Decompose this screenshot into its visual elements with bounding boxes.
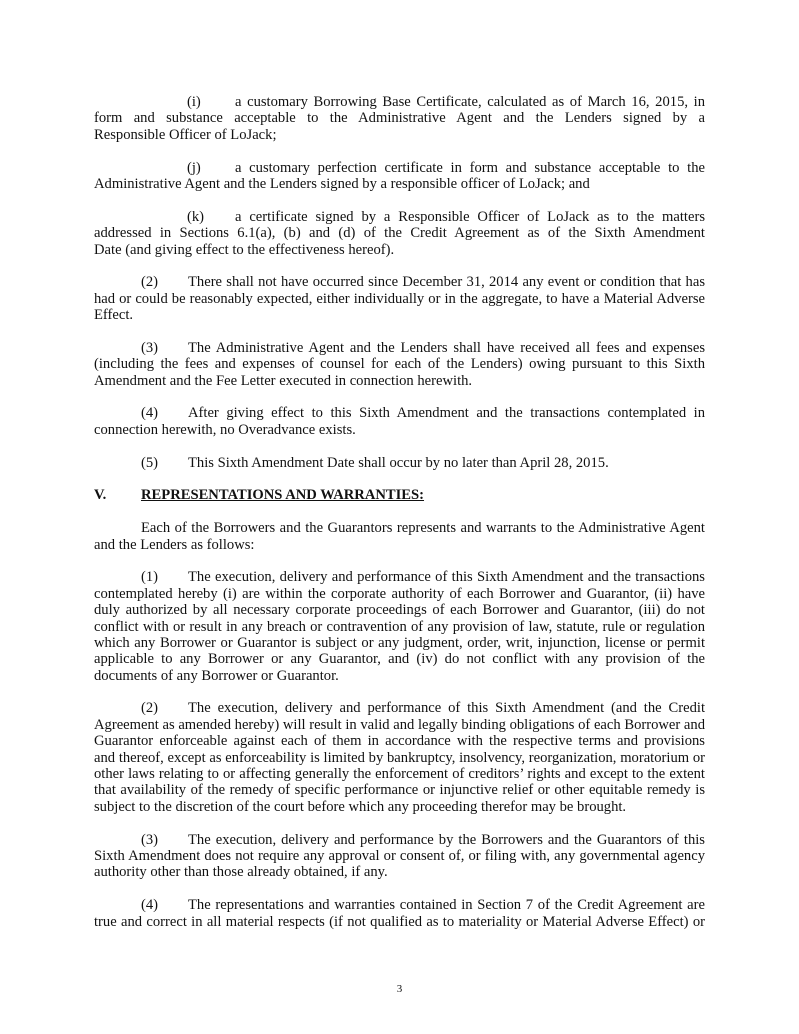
text-line — [94, 356, 705, 372]
line-text: Sixth Amendment does not require any approval or consent of, or filing with, any governmental agency — [94, 847, 705, 864]
line-text: form and substance acceptable to the Administrative Agent and the Lenders signed by a — [94, 110, 705, 127]
text-line — [94, 619, 705, 635]
paragraph-label: (4) — [141, 405, 159, 422]
line-text: duly authorized by all necessary corporate proceedings of each Borrower and Guarantor, (iii) do not — [94, 602, 705, 619]
text-line — [94, 602, 705, 618]
line-text: had or could be reasonably expected, either individually or in the aggregate, to have a Material Adverse — [94, 290, 705, 307]
line-text: Agreement as amended hereby) will result in valid and legally binding obligations of each Borrower and — [94, 716, 705, 733]
text-line — [94, 914, 705, 930]
section-title: REPRESENTATIONS AND WARRANTIES: — [141, 487, 425, 504]
paragraph — [94, 700, 705, 815]
paragraph — [94, 520, 705, 553]
line-text: a customary Borrowing Base Certificate, calculated as of March 16, 2015, in — [235, 94, 705, 110]
paragraph — [94, 209, 705, 258]
line-text: which any Borrower or Guarantor is subject or any judgment, order, writ, injunction, license or permit — [94, 634, 705, 651]
paragraph — [94, 94, 705, 143]
section-heading — [94, 487, 705, 503]
page-number: 3 — [396, 983, 403, 995]
line-text: After giving effect to this Sixth Amendment and the transactions contemplated in — [188, 405, 705, 422]
line-text: The execution, delivery and performance of this Sixth Amendment (and the Credit — [188, 700, 705, 717]
paragraph-label: (3) — [141, 831, 159, 848]
line-text: subject to the discretion of the court before which any proceeding therefor may be brought. — [94, 798, 627, 815]
text-line — [94, 176, 705, 192]
paragraph — [94, 340, 705, 389]
paragraph — [94, 274, 705, 323]
conditions-list — [94, 94, 705, 471]
paragraph — [94, 455, 705, 471]
line-text: The Administrative Agent and the Lenders shall have received all fees and expenses — [188, 339, 705, 356]
text-line — [94, 405, 705, 421]
line-text: Each of the Borrowers and the Guarantors represents and warrants to the Administrative Agent — [141, 520, 705, 537]
text-line — [94, 209, 705, 225]
text-line — [94, 864, 705, 880]
line-text: Amendment and the Fee Letter executed in connection herewith. — [94, 372, 473, 389]
line-text: a customary perfection certificate in form and substance acceptable to the — [235, 159, 705, 176]
text-line — [94, 782, 705, 798]
paragraph — [94, 160, 705, 193]
paragraph — [94, 405, 705, 438]
line-text: The execution, delivery and performance of this Sixth Amendment and the transactions — [188, 569, 705, 586]
text-line — [94, 668, 705, 684]
document-page — [94, 94, 705, 946]
line-text: (including the fees and expenses of counsel for each of the Lenders) owing pursuant to this Sixth — [94, 356, 705, 373]
text-line — [94, 307, 705, 323]
line-text: conflict with or result in any breach or contravention of any provision of law, statute, rule or regulation — [94, 618, 705, 635]
line-text: and thereof, except as enforceability is limited by bankruptcy, insolvency, reorganization, moratorium or — [94, 749, 705, 766]
text-line — [94, 733, 705, 749]
section-number: V. — [94, 487, 107, 504]
paragraph-label: (5) — [141, 454, 159, 471]
text-line — [94, 520, 705, 536]
text-line — [94, 832, 705, 848]
line-text: Responsible Officer of LoJack; — [94, 126, 277, 143]
text-line — [94, 897, 705, 913]
paragraph-label: (i) — [187, 94, 201, 110]
text-line — [94, 717, 705, 733]
text-line — [94, 110, 705, 126]
text-line — [94, 635, 705, 651]
line-text: The execution, delivery and performance by the Borrowers and the Guarantors of this — [188, 831, 705, 848]
line-text: authority other than those already obtained, if any. — [94, 864, 388, 881]
text-line — [94, 373, 705, 389]
line-text: Administrative Agent and the Lenders signed by a responsible officer of LoJack; and — [94, 175, 590, 192]
text-line — [94, 750, 705, 766]
text-line — [94, 127, 705, 143]
text-line — [94, 651, 705, 667]
line-text: applicable to any Borrower or any Guarantor, and (iv) do not conflict with any provision of the — [94, 651, 705, 668]
line-text: contemplated hereby (i) are within the corporate authority of each Borrower and Guarantor, (ii) have — [94, 585, 705, 602]
text-line — [94, 455, 705, 471]
paragraph — [94, 569, 705, 684]
line-text: documents of any Borrower or Guarantor. — [94, 667, 339, 684]
text-line — [94, 586, 705, 602]
paragraph-label: (j) — [187, 159, 201, 176]
text-line — [94, 700, 705, 716]
text-line — [94, 569, 705, 585]
paragraph-label: (3) — [141, 339, 159, 356]
line-text: There shall not have occurred since December 31, 2014 any event or condition that has — [188, 274, 705, 291]
line-text: Guarantor enforceable against each of them in accordance with the respective terms and provisions — [94, 733, 705, 750]
line-text: a certificate signed by a Responsible Officer of LoJack as to the matters — [235, 208, 705, 225]
line-text: that availability of the remedy of specific performance or injunctive relief or other equitable remedy is — [94, 782, 705, 799]
paragraph-label: (1) — [141, 569, 159, 586]
line-text: true and correct in all material respects (if not qualified as to materiality or Material Adverse Effect) or — [94, 913, 705, 930]
line-text: connection herewith, no Overadvance exists. — [94, 421, 356, 438]
paragraph-label: (2) — [141, 274, 159, 291]
text-line — [94, 274, 705, 290]
paragraph-label: (4) — [141, 897, 159, 914]
line-text: and the Lenders as follows: — [94, 536, 255, 553]
text-line — [94, 799, 705, 815]
text-line — [94, 340, 705, 356]
text-line — [94, 537, 705, 553]
paragraph — [94, 832, 705, 881]
text-line — [94, 94, 705, 110]
text-line — [94, 422, 705, 438]
line-text: other laws relating to or affecting generally the enforcement of creditors’ rights and except to the extent — [94, 766, 705, 783]
text-line — [94, 291, 705, 307]
paragraph-label: (2) — [141, 700, 159, 717]
paragraph-label: (k) — [187, 208, 205, 225]
text-line — [94, 160, 705, 176]
line-text: Date (and giving effect to the effectiveness hereof). — [94, 241, 395, 258]
line-text: addressed in Sections 6.1(a), (b) and (d) of the Credit Agreement as of the Sixth Amendment — [94, 225, 705, 242]
text-line — [94, 766, 705, 782]
line-text: The representations and warranties contained in Section 7 of the Credit Agreement are — [188, 897, 705, 914]
text-line — [94, 225, 705, 241]
text-line — [94, 848, 705, 864]
line-text: This Sixth Amendment Date shall occur by no later than April 28, 2015. — [188, 454, 609, 471]
line-text: Effect. — [94, 307, 134, 324]
representations-list — [94, 520, 705, 930]
text-line — [94, 242, 705, 258]
paragraph — [94, 897, 705, 930]
